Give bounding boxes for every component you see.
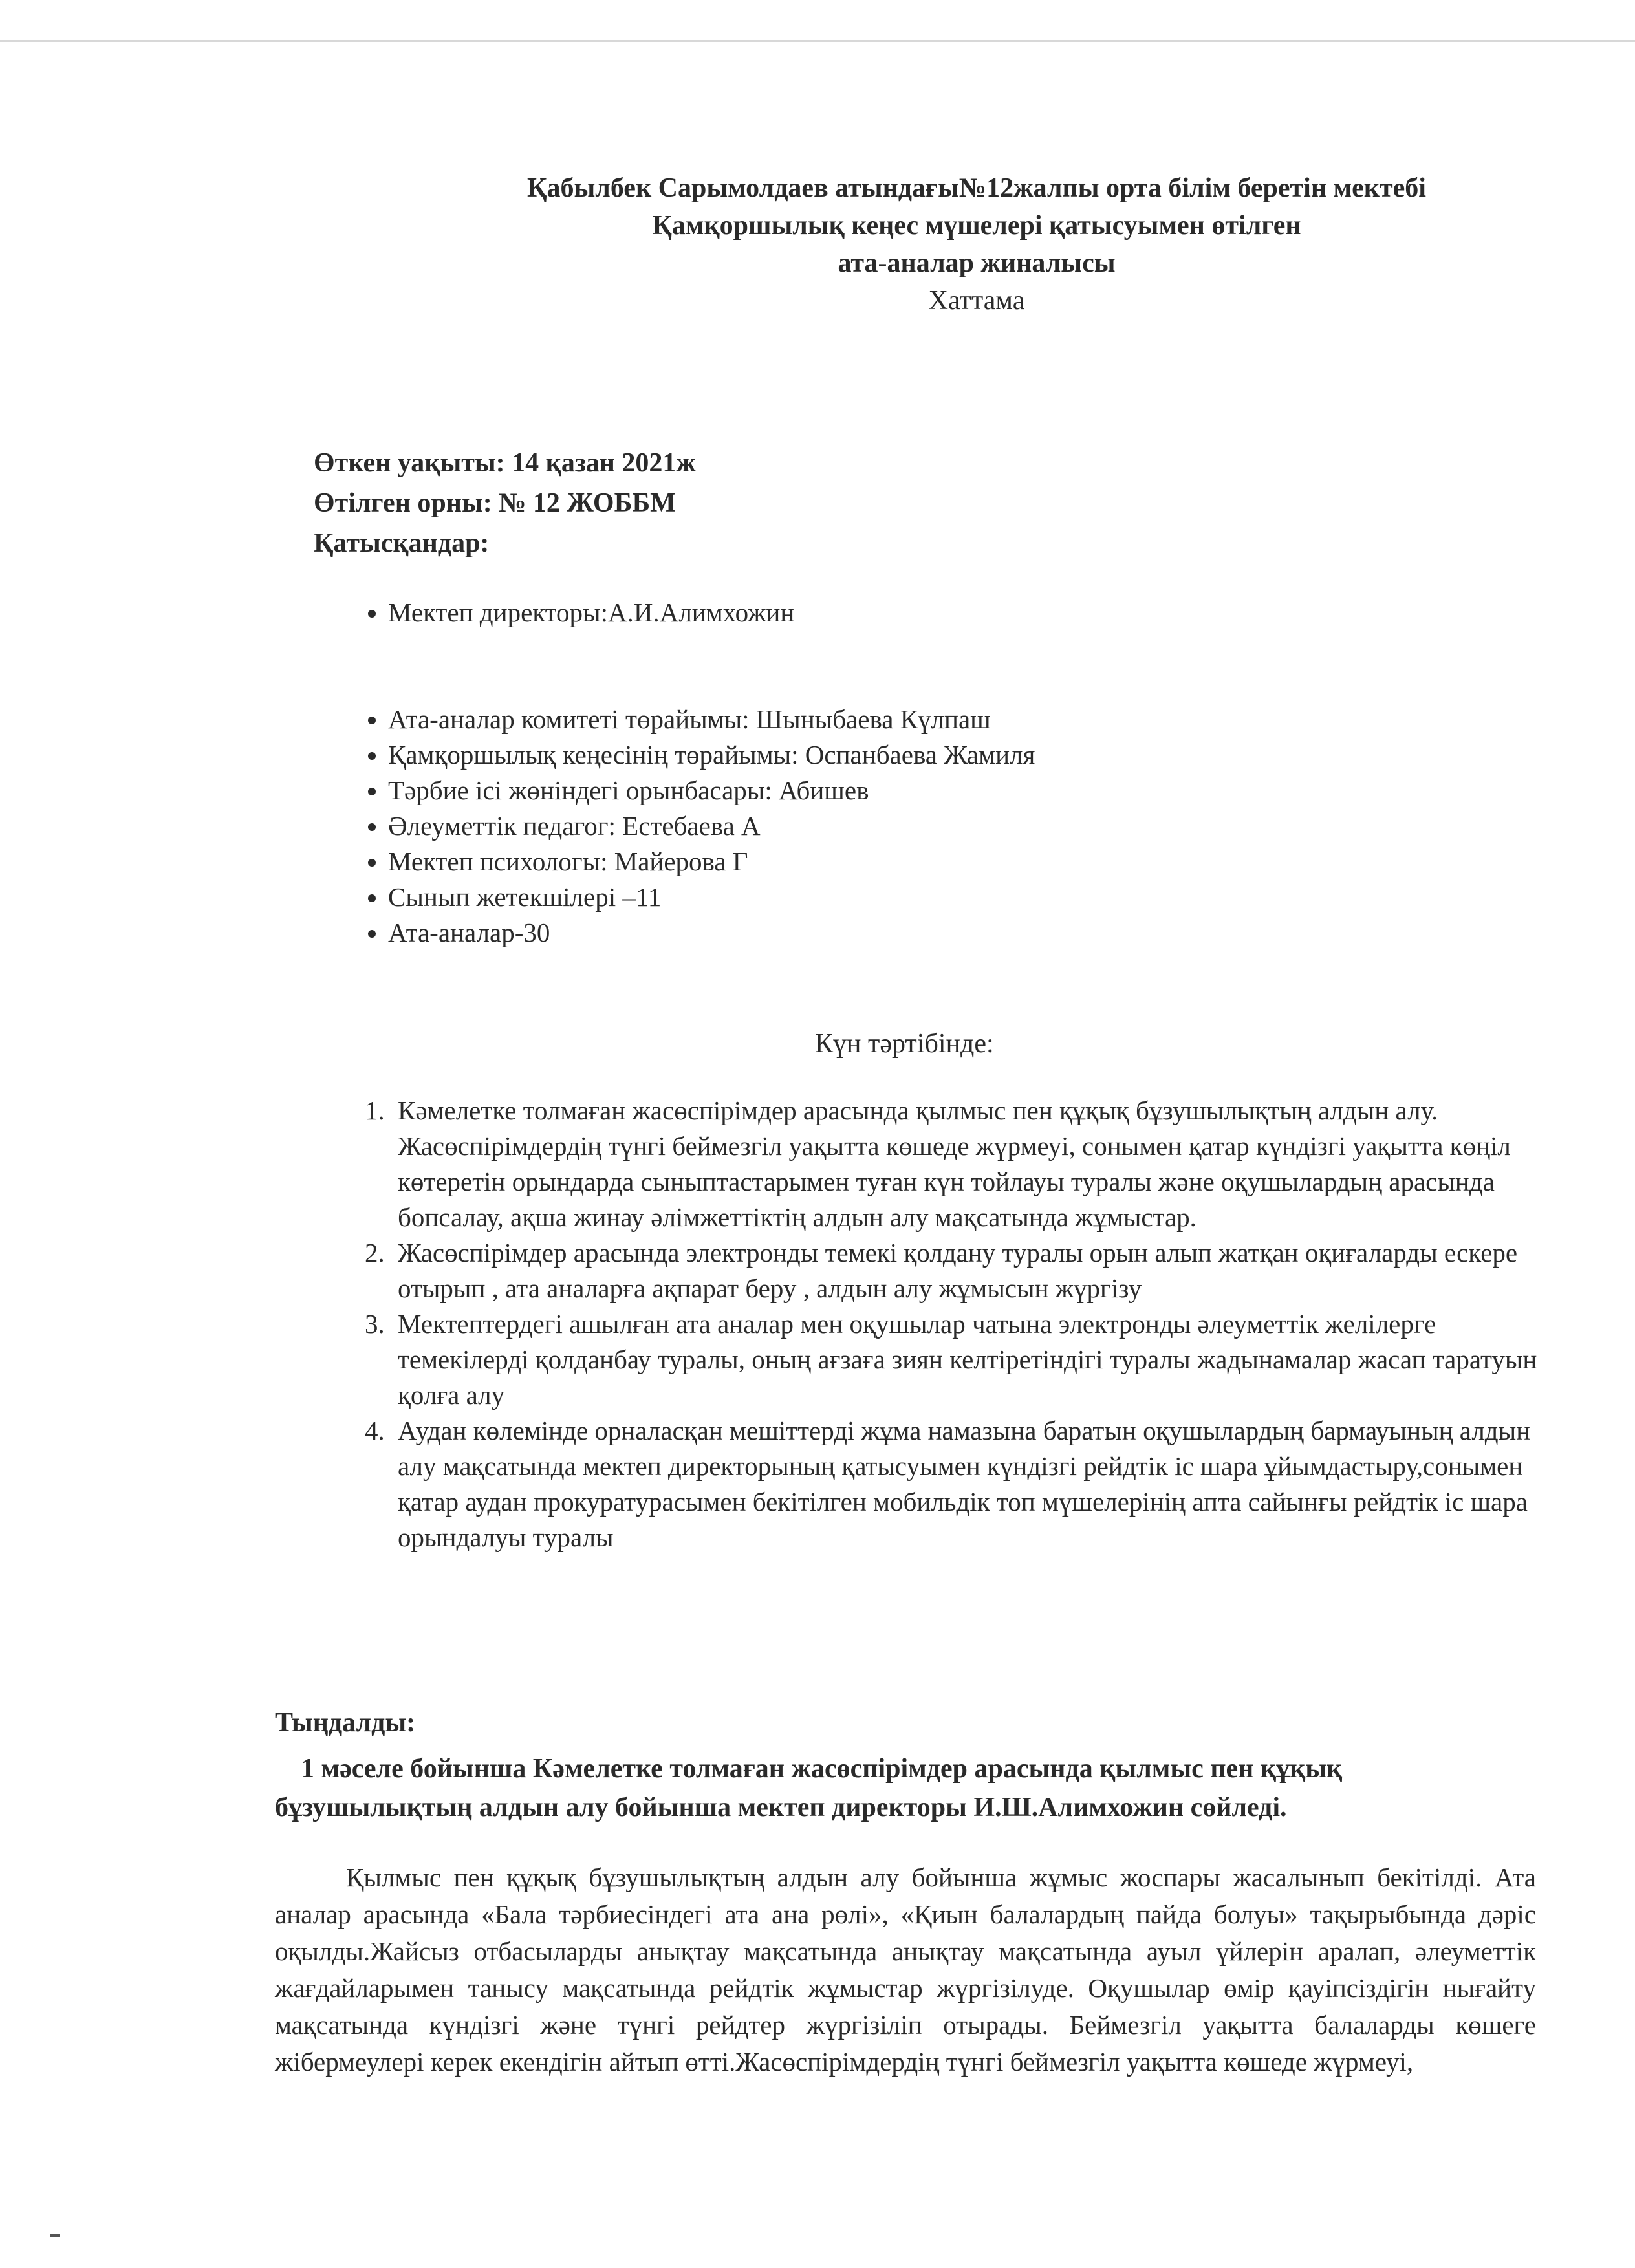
- list-item: • Ата-аналар-30: [388, 915, 1035, 951]
- body-paragraph: Қылмыс пен құқық бұзушылықтың алдын алу бойынша жұмыс жоспары жасалынып бекітілді. Ата аналар арасында «Бала тәрбиесіндегі ата ана рөлі», «Қиын балалардың пайда болуы» тақырыбында дәріс оқылды.Жайсыз отбасыларды анықтау мақсатында анықтау мақсатында ауыл үйлерін аралап, әлеуметтік жағдайларымен танысу мақсатында рейдтік жұмыстар жүргізілуде. Оқушылар өмір қауіпсіздігін нығайту мақсатында күндізгі және түнгі рейдтер жүргізіліп отырады. Беймезгіл уақытта балаларды көшеге жібермеулері керек екендігін айтып өтті.Жасөспірімдердің түнгі беймезгіл уақытта көшеде жүрмеуі,: [275, 1863, 1536, 2077]
- scan-speck: [50, 2234, 60, 2237]
- list-item: • Тәрбие ісі жөніндегі орынбасары: Абишев: [388, 773, 1035, 808]
- meeting-time: Өткен уақыты: 14 қазан 2021ж: [314, 448, 696, 478]
- list-item: • Қамқоршылық кеңесінің төрайымы: Оспанбаева Жамиля: [388, 737, 1035, 773]
- listened-label: Тыңдалды:: [275, 1708, 416, 1738]
- document-type: Хаттама: [928, 286, 1025, 316]
- agenda-item: 1. Кәмелетке толмаған жасөспірімдер арасында қылмыс пен құқық бұзушылықтың алдын алу. Жасөспірімдердің түнгі беймезгіл уақытта көшеде жүрмеуі, сонымен қатар күндізгі уақытта көңіл көтеретін орындарда сыныптастарымен туған күн тойлауы туралы және оқушылардың арасында бопсалау, ақша жинау әлімжеттіктің алдын алу мақсатында жұмыстар.: [391, 1093, 1555, 1235]
- scan-edge-line: [0, 40, 1635, 42]
- participants-list: [362, 702, 1035, 951]
- list-item: • Мектеп психологы: Майерова Г: [388, 844, 1035, 880]
- school-name: Қабылбек Сарымолдаев атындағы№12жалпы орта білім беретін мектебі: [527, 173, 1426, 203]
- list-item: • Сынып жетекшілері –11: [388, 880, 1035, 915]
- participants-list-top: [362, 595, 794, 631]
- question-1-heading: 1 мәселе бойынша Кәмелетке толмаған жасөспірімдер арасында қылмыс пен құқық бұзушылықтың алдын алу бойынша мектеп директоры И.Ш.Алимхожин сөйледі.: [275, 1754, 1343, 1822]
- agenda-list: [359, 1093, 1555, 1555]
- agenda-item: 2. Жасөспірімдер арасында электронды темекі қолдану туралы орын алып жатқан оқиғаларды ескере отырып , ата аналарға ақпарат беру , алдын алу жұмысын жүргізу: [391, 1235, 1555, 1306]
- list-item: • Әлеуметтік педагог: Естебаева А: [388, 808, 1035, 844]
- agenda-item: 4. Аудан көлемінде орналасқан мешіттерді жұма намазына баратын оқушылардың бармауының алдын алу мақсатында мектеп директорының қатысуымен күндізгі рейдтік іс шара ұйымдастыру,сонымен қатар аудан прокуратурасымен бекітілген мобильдік топ мүшелерінің апта сайынғы рейдтік іс шара орындалуы туралы: [391, 1413, 1555, 1555]
- meeting-place: Өтілген орны: № 12 ЖОББМ: [314, 488, 676, 518]
- meeting-subtitle: Қамқоршылық кеңес мүшелері қатысуымен өтілген: [652, 211, 1301, 241]
- document-header: [362, 169, 1591, 319]
- list-item: • Мектеп директоры:А.И.Алимхожин: [388, 595, 794, 631]
- participants-label: Қатысқандар:: [314, 528, 490, 558]
- list-item: • Ата-аналар комитеті төрайымы: Шыныбаева Күлпаш: [388, 702, 1035, 737]
- agenda-item: 3. Мектептердегі ашылған ата аналар мен оқушылар чатына электронды әлеуметтік желілерге темекілерді қолданбау туралы, оның ағзаға зиян келтіретіндігі туралы жадынамалар жасап таратуын қолға алу: [391, 1306, 1555, 1413]
- agenda-title: Күн тәртібінде:: [815, 1029, 994, 1059]
- meeting-title: ата-аналар жиналысы: [838, 248, 1116, 278]
- meeting-meta: [314, 443, 696, 563]
